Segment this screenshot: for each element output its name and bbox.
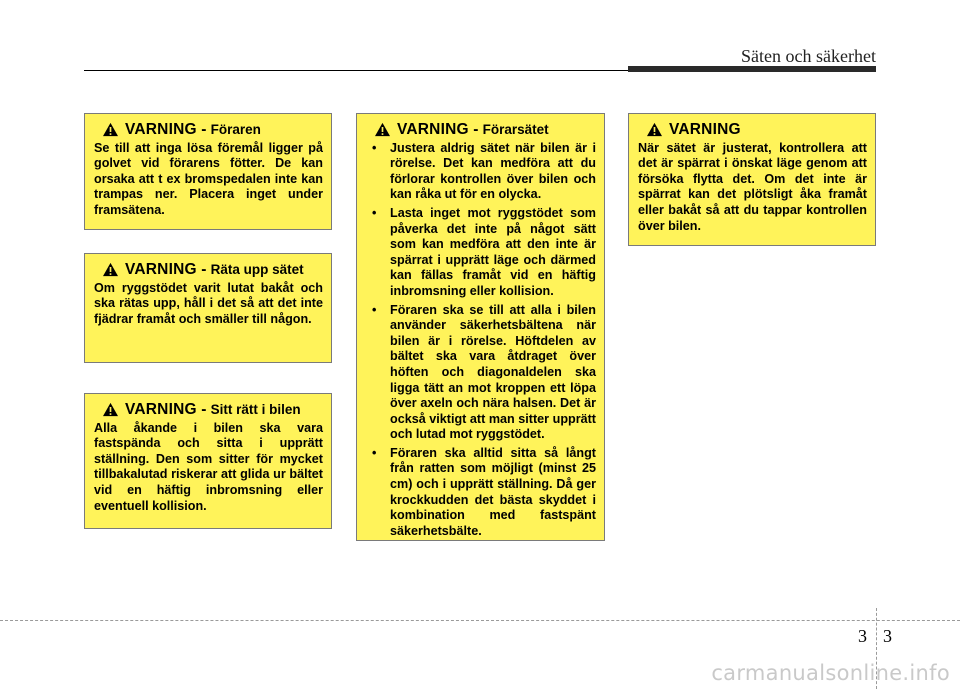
warning-label: VARNING - xyxy=(397,121,479,138)
watermark-text: carmanualsonline.info xyxy=(711,661,950,685)
list-item: • Föraren ska se till att alla i bilen använder säkerhetsbältena när bilen är i rörelse. Höftdelen av bältet ska vara åtdraget över höften och diagonaldelen ska ligga tätt an mot kroppen ett löpa över axeln och nära halsen. Det är också viktigt att man sitter upprätt och lutad mot ryggstödet. xyxy=(366,303,596,443)
warning-triangle-icon xyxy=(646,122,663,137)
warning-heading xyxy=(94,262,323,278)
list-item: • Föraren ska alltid sitta så långt från ratten som möjligt (minst 25 cm) och i upprätt ställning. Då ger krockkudden det bästa skyddet i kombination med fastspänt säkerhetsbälte. xyxy=(366,446,596,540)
warning-text: När sätet är justerat, kontrollera att det är spärrat i önskat läge genom att försöka flytta det. Om det inte är spärrat kan det plötsligt åka framåt eller bakåt så att du tappar kontrollen över bilen. xyxy=(638,140,867,233)
warning-heading xyxy=(366,122,596,138)
warning-box-straighten-seat xyxy=(84,253,332,363)
warning-subtitle: Sitt rätt i bilen xyxy=(210,402,301,417)
list-item: • Lasta inget mot ryggstödet som påverka det inte på något sätt som kan medföra att den inte är spärrat i upprätt läge och därmed kan fällas framåt vid en häftig inbromsning eller kollision. xyxy=(366,206,596,300)
warning-label: VARNING - xyxy=(125,121,207,138)
header-rule-thin xyxy=(84,70,644,71)
warning-heading xyxy=(94,122,323,138)
warning-text: Se till att inga lösa föremål ligger på golvet vid förarens fötter. De kan orsaka att t ex bromspedalen inte kan trampas ner. Placera inget under framsätena. xyxy=(94,140,323,217)
warning-label: VARNING xyxy=(669,121,741,138)
footer-divider xyxy=(0,620,960,621)
list-item: • Justera aldrig sätet när bilen är i rörelse. Det kan medföra att du förlorar kontrollen över bilen och kan råka ut för en olycka. xyxy=(366,141,596,203)
warning-triangle-icon xyxy=(102,122,119,137)
header-rule-thick xyxy=(628,66,876,72)
warning-triangle-icon xyxy=(374,122,391,137)
warning-heading xyxy=(94,402,323,418)
warning-triangle-icon xyxy=(102,402,119,417)
warning-box-driver xyxy=(84,113,332,230)
warning-subtitle: Föraren xyxy=(210,122,261,137)
chapter-number: 3 xyxy=(858,626,867,646)
warning-triangle-icon xyxy=(102,262,119,277)
warning-subtitle: Förarsätet xyxy=(482,122,549,137)
warning-heading xyxy=(638,122,867,138)
page-header-title: Säten och säkerhet xyxy=(741,46,876,66)
warning-box-driver-seat xyxy=(356,113,605,541)
warning-box-sit-correctly xyxy=(84,393,332,529)
page-number: 3 xyxy=(883,626,892,646)
warning-subtitle: Räta upp sätet xyxy=(210,262,304,277)
warning-text: Alla åkande i bilen ska vara fastspända och sitta i upprätt ställning. Den som sitter för mycket tillbakalutad riskerar att glida ur bältet vid en häftig inbromsning eller eventuell kollision. xyxy=(94,420,323,513)
warning-box-seat-locked xyxy=(628,113,876,246)
warning-label: VARNING - xyxy=(125,401,207,418)
warning-text: Om ryggstödet varit lutat bakåt och ska rätas upp, håll i det så att det inte fjädrar framåt och smäller till någon. xyxy=(94,280,323,326)
warning-bullet-list xyxy=(366,141,596,540)
warning-label: VARNING - xyxy=(125,261,207,278)
